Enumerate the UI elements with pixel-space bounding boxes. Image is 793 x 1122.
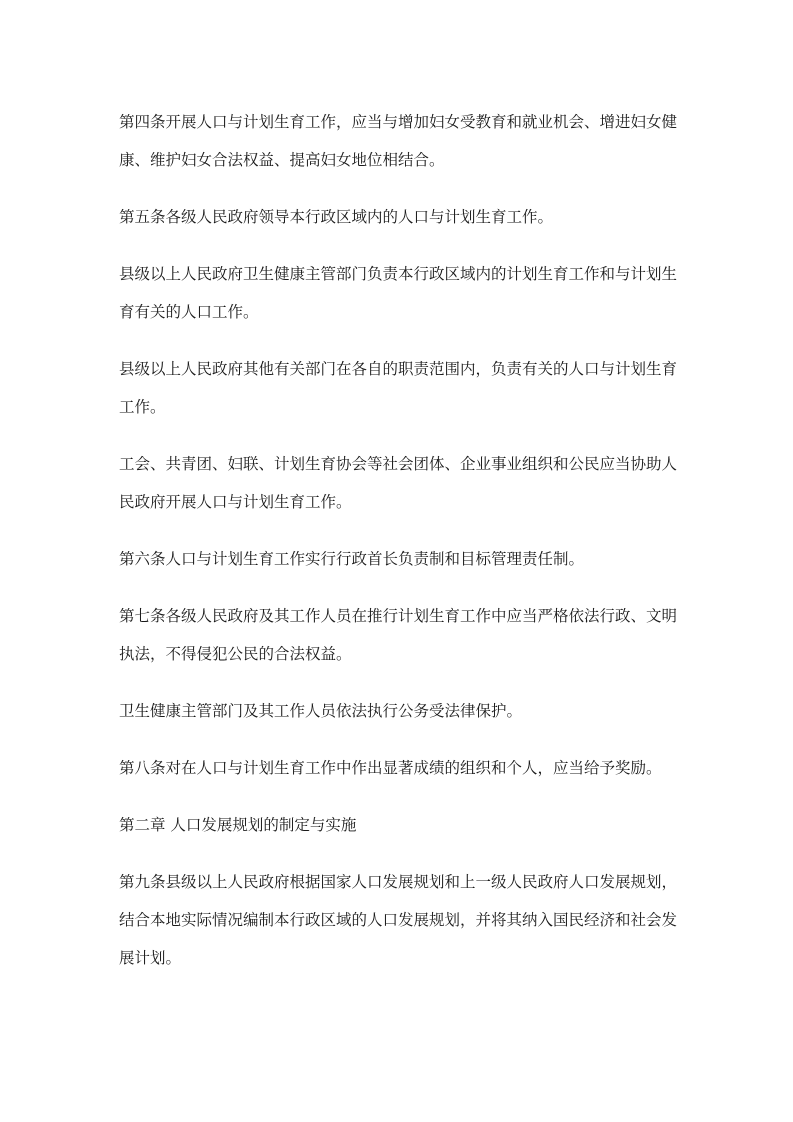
- article-5-paragraph: 第五条各级人民政府领导本行政区域内的人口与计划生育工作。: [119, 208, 554, 226]
- article-4-paragraph: 第四条开展人口与计划生育工作，应当与增加妇女受教育和就业机会、增进妇女健康、维护妇女合法权益、提高妇女地位相结合。: [119, 113, 678, 169]
- article-7-paragraph: 第七条各级人民政府及其工作人员在推行计划生育工作中应当严格依法行政、文明执法，不得侵犯公民的合法权益。: [119, 607, 678, 663]
- article-8-paragraph: 第八条对在人口与计划生育工作中作出显著成绩的组织和个人，应当给予奖励。: [119, 759, 662, 777]
- article-9-paragraph: 第九条县级以上人民政府根据国家人口发展规划和上一级人民政府人口发展规划，结合本地实际情况编制本行政区域的人口发展规划，并将其纳入国民经济和社会发展计划。: [119, 873, 678, 967]
- chapter-2-heading: 第二章 人口发展规划的制定与实施: [119, 816, 357, 834]
- document-body: [119, 103, 681, 996]
- article-6-paragraph: 第六条人口与计划生育工作实行行政首长负责制和目标管理责任制。: [119, 550, 585, 568]
- health-department-paragraph: 县级以上人民政府卫生健康主管部门负责本行政区域内的计划生育工作和与计划生育有关的人口工作。: [119, 265, 678, 321]
- legal-protection-paragraph: 卫生健康主管部门及其工作人员依法执行公务受法律保护。: [119, 702, 523, 720]
- social-organizations-paragraph: 工会、共青团、妇联、计划生育协会等社会团体、企业事业组织和公民应当协助人民政府开展人口与计划生育工作。: [119, 455, 678, 511]
- other-departments-paragraph: 县级以上人民政府其他有关部门在各自的职责范围内，负责有关的人口与计划生育工作。: [119, 360, 678, 416]
